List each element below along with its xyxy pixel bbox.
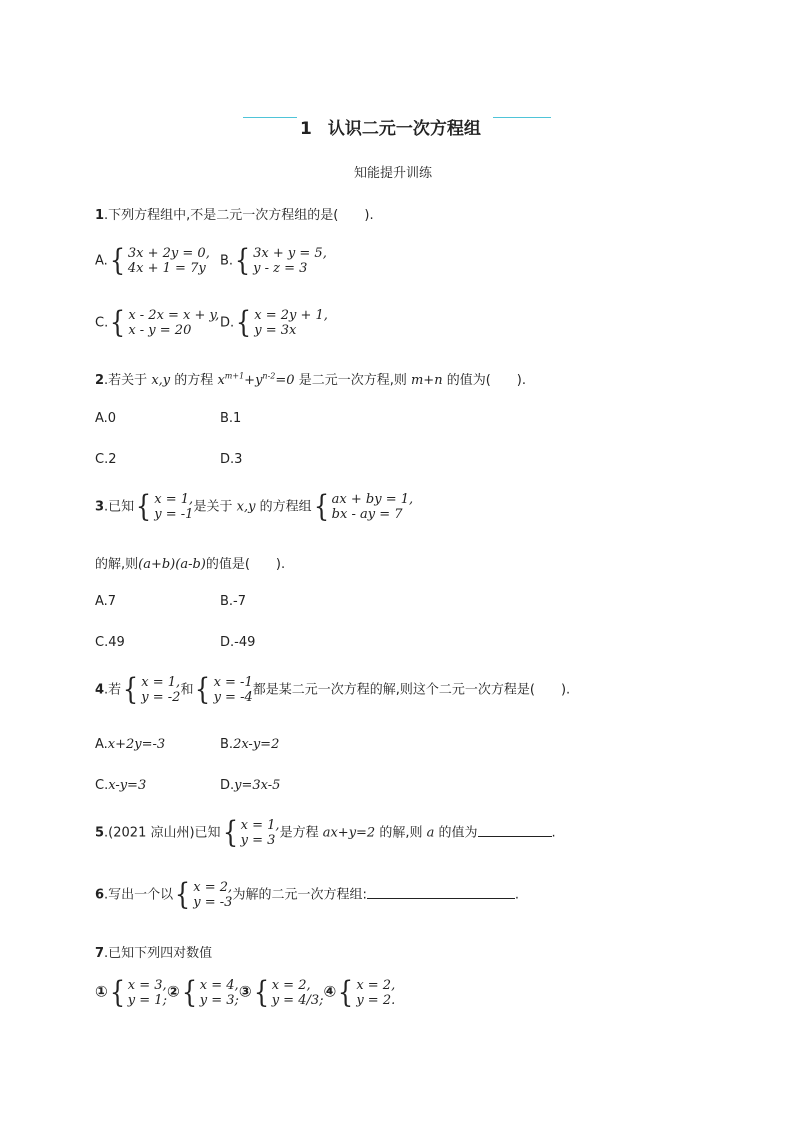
expression: m+n bbox=[410, 373, 443, 388]
question-text: 是方程 bbox=[279, 825, 319, 841]
question-text: 已知 bbox=[194, 825, 221, 841]
variables: x,y bbox=[236, 499, 256, 515]
variable: a bbox=[426, 825, 435, 841]
system-row: y = -1 bbox=[154, 507, 194, 522]
brace-icon: { bbox=[236, 305, 252, 340]
system-row: x = 3, bbox=[127, 978, 167, 993]
question-6 bbox=[95, 877, 519, 912]
system-row: 3x + 2y = 0, bbox=[127, 246, 210, 261]
system-row: y - z = 3 bbox=[253, 261, 308, 276]
value-pair bbox=[180, 975, 239, 1010]
brace-icon: { bbox=[313, 489, 329, 524]
section-number: 1 bbox=[300, 119, 312, 139]
system-row: y = 3 bbox=[240, 833, 276, 848]
question-4 bbox=[95, 672, 571, 707]
option-value: y=3x-5 bbox=[234, 778, 281, 793]
equation: ax+y=2 bbox=[322, 825, 376, 841]
eq-part: +y bbox=[244, 373, 263, 388]
system-row: x = -1 bbox=[213, 675, 253, 690]
system-row: x = 4, bbox=[199, 978, 239, 993]
question-text: . bbox=[551, 825, 556, 841]
question-3 bbox=[95, 489, 414, 524]
value-pair bbox=[108, 975, 167, 1010]
equation-system bbox=[234, 305, 328, 340]
q1-option-c bbox=[95, 305, 220, 340]
title-left-rule bbox=[243, 117, 297, 118]
question-text: .若 bbox=[104, 682, 122, 698]
system-row: bx - ay = 7 bbox=[331, 507, 403, 522]
question-text: 是关于 bbox=[193, 499, 233, 515]
circled-number: ① bbox=[95, 982, 108, 1001]
question-number: 4 bbox=[95, 682, 105, 698]
equation-system bbox=[173, 877, 233, 912]
q2-option-c: C.2 bbox=[95, 452, 117, 467]
q1-option-a bbox=[95, 243, 210, 278]
question-text: .下列方程组中,不是二元一次方程组的是( ). bbox=[104, 208, 374, 223]
question-text: .若关于 bbox=[104, 373, 148, 388]
system-row: 4x + 1 = 7y bbox=[127, 261, 206, 276]
eq-part: x bbox=[217, 373, 225, 388]
brace-icon: { bbox=[175, 877, 191, 912]
system-row: x = 2, bbox=[193, 880, 233, 895]
q3-option-a: A.7 bbox=[95, 594, 117, 609]
brace-icon: { bbox=[123, 672, 139, 707]
question-2 bbox=[95, 369, 526, 388]
equation-system bbox=[121, 672, 181, 707]
option-label: B. bbox=[220, 737, 234, 752]
circled-number: ③ bbox=[238, 982, 252, 1001]
system-row: x = 1, bbox=[154, 492, 194, 507]
circled-number: ④ bbox=[323, 982, 337, 1001]
brace-icon: { bbox=[109, 243, 125, 278]
system-row: y = -2 bbox=[141, 690, 181, 705]
q1-option-b bbox=[220, 243, 327, 278]
q4-option-b bbox=[220, 737, 279, 752]
system-row: x = 2, bbox=[271, 978, 311, 993]
title-right-rule bbox=[493, 117, 551, 118]
question-text: 的值为( ). bbox=[446, 373, 526, 388]
q3-option-d: D.-49 bbox=[220, 635, 256, 650]
equation-system bbox=[134, 489, 194, 524]
question-text: .写出一个以 bbox=[104, 887, 174, 903]
system-row: y = -4 bbox=[213, 690, 253, 705]
option-label: C. bbox=[95, 315, 109, 331]
equation-system bbox=[193, 672, 253, 707]
question-7-values bbox=[95, 975, 396, 1010]
equation-system bbox=[221, 815, 280, 850]
question-7 bbox=[95, 942, 212, 961]
value-pair bbox=[252, 975, 324, 1010]
answer-blank[interactable] bbox=[367, 886, 515, 899]
option-label: C. bbox=[95, 778, 109, 793]
brace-icon: { bbox=[109, 975, 125, 1010]
question-5 bbox=[95, 815, 556, 850]
question-text: 是二元一次方程,则 bbox=[298, 373, 407, 388]
system-row: y = -3 bbox=[193, 895, 233, 910]
question-text: 的方程组 bbox=[259, 499, 312, 515]
q4-option-a bbox=[95, 737, 165, 752]
answer-blank[interactable] bbox=[478, 824, 552, 837]
exponent: n-2 bbox=[262, 371, 276, 381]
variables: x,y bbox=[151, 373, 171, 388]
exponent: m+1 bbox=[224, 371, 245, 381]
page-title bbox=[300, 114, 481, 139]
q4-option-c bbox=[95, 778, 146, 793]
question-1 bbox=[95, 204, 374, 223]
option-label: A. bbox=[95, 737, 108, 752]
section-title: 认识二元一次方程组 bbox=[327, 119, 481, 139]
question-text: 的值为 bbox=[438, 825, 478, 841]
page-subtitle: 知能提升训练 bbox=[354, 166, 433, 181]
q2-option-a: A.0 bbox=[95, 411, 117, 426]
system-row: y = 3; bbox=[199, 993, 239, 1008]
option-label: B. bbox=[220, 253, 234, 269]
q3-option-c: C.49 bbox=[95, 635, 125, 650]
brace-icon: { bbox=[234, 243, 251, 278]
circled-number: ② bbox=[166, 982, 180, 1001]
question-text: .已知 bbox=[104, 499, 135, 515]
value-pair bbox=[336, 975, 396, 1010]
question-source: .(2021 凉山州) bbox=[104, 825, 195, 841]
q4-option-d bbox=[220, 778, 280, 793]
expression: (a+b)(a-b) bbox=[138, 557, 206, 572]
system-row: y = 1; bbox=[127, 993, 167, 1008]
system-row: x = 2y + 1, bbox=[254, 308, 328, 323]
q2-option-b: B.1 bbox=[220, 411, 242, 426]
question-text: 的值是( ). bbox=[205, 557, 286, 572]
system-row: x - 2x = x + y, bbox=[128, 308, 220, 323]
question-text: 的方程 bbox=[174, 373, 214, 388]
equation bbox=[217, 373, 294, 388]
q1-option-d bbox=[220, 305, 328, 340]
brace-icon: { bbox=[110, 305, 126, 340]
question-text: . bbox=[514, 887, 519, 903]
option-label: D. bbox=[220, 315, 235, 331]
system-row: ax + by = 1, bbox=[331, 492, 414, 507]
question-text: 的解,则 bbox=[95, 557, 139, 572]
q3-option-b: B.-7 bbox=[220, 594, 247, 609]
question-text: .已知下列四对数值 bbox=[104, 946, 213, 961]
question-number: 5 bbox=[95, 825, 105, 841]
eq-part: =0 bbox=[275, 373, 295, 388]
brace-icon: { bbox=[253, 975, 269, 1010]
question-number: 1 bbox=[95, 208, 105, 223]
equation-system bbox=[108, 243, 210, 278]
option-label: A. bbox=[95, 253, 108, 269]
option-value: 2x-y=2 bbox=[233, 737, 280, 752]
brace-icon: { bbox=[222, 815, 238, 850]
question-text: 为解的二元一次方程组: bbox=[232, 887, 367, 903]
equation-system bbox=[108, 305, 220, 340]
system-row: y = 4/3; bbox=[271, 993, 324, 1008]
option-label: D. bbox=[220, 778, 235, 793]
option-value: x+2y=-3 bbox=[107, 737, 166, 752]
system-row: x = 1, bbox=[240, 818, 280, 833]
question-number: 7 bbox=[95, 946, 105, 961]
equation-system bbox=[233, 243, 327, 278]
system-row: x = 1, bbox=[141, 675, 181, 690]
brace-icon: { bbox=[195, 672, 211, 707]
question-number: 3 bbox=[95, 499, 105, 515]
equation-system bbox=[312, 489, 414, 524]
system-row: x = 2, bbox=[356, 978, 396, 993]
brace-icon: { bbox=[338, 975, 354, 1010]
system-row: x - y = 20 bbox=[128, 323, 192, 338]
question-number: 2 bbox=[95, 373, 105, 388]
system-row: y = 3x bbox=[254, 323, 297, 338]
system-row: 3x + y = 5, bbox=[253, 246, 327, 261]
question-text: 的解,则 bbox=[379, 825, 423, 841]
question-text: 都是某二元一次方程的解,则这个二元一次方程是( ). bbox=[252, 682, 571, 698]
question-3-continued bbox=[95, 553, 285, 572]
system-row: y = 2. bbox=[356, 993, 396, 1008]
brace-icon: { bbox=[136, 489, 152, 524]
brace-icon: { bbox=[181, 975, 197, 1010]
question-number: 6 bbox=[95, 887, 105, 903]
q2-option-d: D.3 bbox=[220, 452, 243, 467]
option-value: x-y=3 bbox=[108, 778, 147, 793]
question-text: 和 bbox=[180, 682, 194, 698]
